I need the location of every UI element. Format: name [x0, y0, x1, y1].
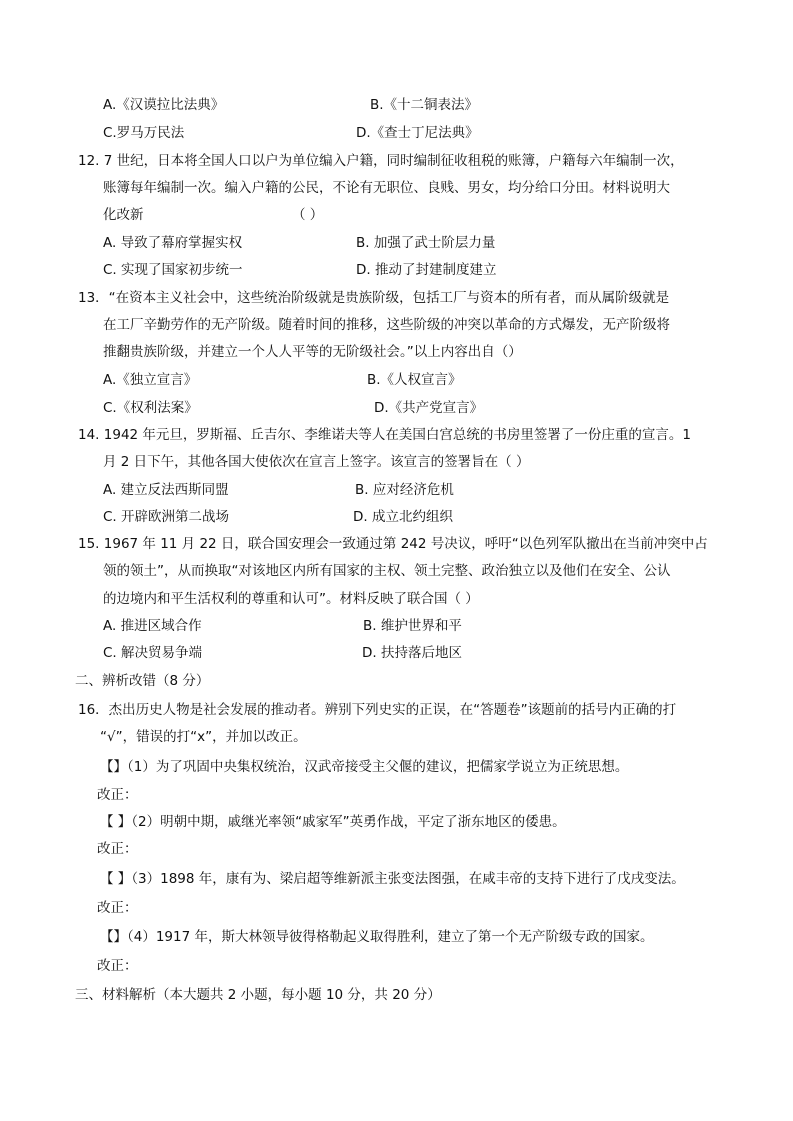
q15-stem-line3: 的边境内和平生活权利的尊重和认可”。材料反映了联合国（ ）: [103, 591, 479, 607]
q13-stem-line1: 13．“在资本主义社会中，这些统治阶级就是贵族阶级，包括工厂与资本的所有者，而从属阶级就是: [78, 290, 670, 306]
q13-option-d: D.《共产党宣言》: [374, 400, 484, 416]
section2-heading: 二、辨析改错（8 分）: [75, 673, 210, 689]
q12-stem-line2: 账簿每年编制一次。编入户籍的公民，不论有无职位、良贱、男女，均分给口分田。材料说明大: [103, 180, 670, 196]
q12-option-a: A. 导致了幕府掌握实权: [103, 235, 243, 251]
q12-stem-line1: 12. 7 世纪，日本将全国人口以户为单位编入户籍，同时编制征收租税的账簿，户籍每六年编制一次，: [78, 153, 684, 169]
q16-item-4: 【】（4）1917 年，斯大林领导彼得格勒起义取得胜利，建立了第一个无产阶级专政的国家。: [100, 929, 654, 945]
q11-option-c: C.罗马万民法: [103, 125, 185, 141]
q16-stem-line2: “√”，错误的打“x”，并加以改正。: [100, 729, 307, 745]
q16-stem-line1: 16．杰出历史人物是社会发展的推动者。辨别下列史实的正误，在“答题卷”该题前的括号内正确的打: [78, 702, 677, 718]
q12-option-c: C. 实现了国家初步统一: [103, 262, 243, 278]
q11-option-d: D.《查士丁尼法典》: [356, 125, 479, 141]
q15-option-c: C. 解决贸易争端: [103, 645, 203, 661]
q14-option-b: B. 应对经济危机: [355, 482, 454, 498]
q15-option-d: D. 扶持落后地区: [362, 645, 462, 661]
q12-option-b: B. 加强了武士阶层力量: [356, 235, 496, 251]
q14-option-d: D. 成立北约组织: [353, 509, 453, 525]
q16-item-1: 【】（1）为了巩固中央集权统治，汉武帝接受主父偃的建议，把儒家学说立为正统思想。: [100, 759, 629, 775]
q12-answer-paren: （ ）: [292, 207, 324, 223]
q16-item-4-correction-label: 改正：: [97, 958, 138, 974]
q12-option-d: D. 推动了封建制度建立: [356, 262, 497, 278]
q13-option-c: C.《权利法案》: [103, 400, 198, 416]
q12-stem-line3: 化改新: [103, 207, 144, 223]
section3-heading: 三、材料解析（本大题共 2 小题，每小题 10 分，共 20 分）: [75, 987, 441, 1003]
q14-option-c: C. 开辟欧洲第二战场: [103, 509, 230, 525]
q15-option-a: A. 推进区域合作: [103, 618, 202, 634]
q13-option-b: B.《人权宣言》: [367, 372, 462, 388]
q16-item-2-correction-label: 改正：: [97, 841, 138, 857]
q14-stem-line1: 14. 1942 年元旦，罗斯福、丘吉尔、李维诺夫等人在美国白宫总统的书房里签署了一份庄重的宣言。1: [78, 427, 691, 443]
q16-item-3-correction-label: 改正：: [97, 900, 138, 916]
q15-stem-line1: 15. 1967 年 11 月 22 日，联合国安理会一致通过第 242 号决议，呼吁“以色列军队撤出在当前冲突中占: [78, 536, 708, 552]
q13-stem-line2: 在工厂辛勤劳作的无产阶级。随着时间的推移，这些阶级的冲突以革命的方式爆发，无产阶级将: [103, 317, 670, 333]
q16-item-3: 【 】（3）1898 年，康有为、梁启超等维新派主张变法图强，在咸丰帝的支持下进行了戊戌变法。: [100, 871, 685, 887]
q13-stem-line3: 推翻贵族阶级，并建立一个人人平等的无阶级社会。”以上内容出自（）: [103, 344, 522, 360]
q14-option-a: A. 建立反法西斯同盟: [103, 482, 229, 498]
q14-stem-line2: 月 2 日下午，其他各国大使依次在宣言上签字。该宣言的签署旨在（ ）: [103, 454, 530, 470]
q11-option-b: B.《十二铜表法》: [370, 97, 479, 113]
q16-item-2: 【 】（2）明朝中期，戚继光率领“戚家军”英勇作战，平定了浙东地区的倭患。: [100, 814, 566, 830]
q15-stem-line2: 领的领土”，从而换取“对该地区内所有国家的主权、领土完整、政治独立以及他们在安全、公认: [103, 563, 671, 579]
q15-option-b: B. 维护世界和平: [363, 618, 462, 634]
q11-option-a: A.《汉谟拉比法典》: [103, 97, 225, 113]
q13-option-a: A.《独立宣言》: [103, 372, 198, 388]
q16-item-1-correction-label: 改正：: [97, 787, 138, 803]
